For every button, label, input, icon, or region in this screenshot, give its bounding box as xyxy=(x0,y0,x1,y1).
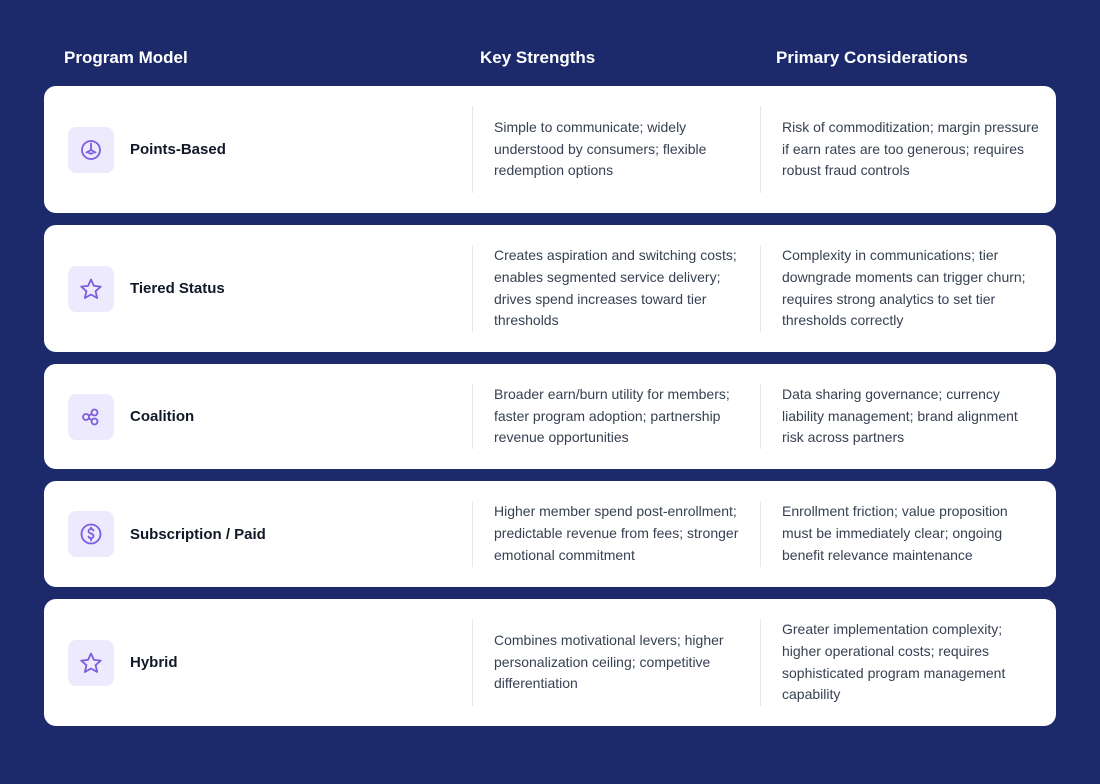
model-cell xyxy=(68,364,194,469)
considerations-text: Risk of commoditization; margin pressure if earn rates are too generous; requires robust fraud controls xyxy=(782,118,1039,179)
star-icon xyxy=(68,266,114,312)
considerations-text: Complexity in communications; tier downgrade moments can trigger churn; requires strong analytics to set tier thresholds correctly xyxy=(782,247,1026,329)
strengths-cell xyxy=(472,501,742,567)
considerations-text: Greater implementation complexity; higher operational costs; requires sophisticated program management capability xyxy=(782,621,1006,703)
table-row-tiered-status xyxy=(44,225,1056,352)
model-cell xyxy=(68,481,266,587)
strengths-cell xyxy=(472,619,742,706)
considerations-cell xyxy=(760,106,1040,193)
considerations-text: Enrollment friction; value proposition must be immediately clear; ongoing benefit relevance maintenance xyxy=(782,503,1008,563)
model-cell xyxy=(68,86,226,213)
table-row-hybrid xyxy=(44,599,1056,726)
model-name: Points-Based xyxy=(130,141,226,158)
strengths-text: Broader earn/burn utility for members; faster program adoption; partnership revenue opportunities xyxy=(494,385,730,446)
strengths-text: Creates aspiration and switching costs; enables segmented service delivery; drives spend increases toward tier thresholds xyxy=(494,247,737,329)
table-row-subscription-paid xyxy=(44,481,1056,587)
considerations-cell xyxy=(760,501,1040,567)
header-key-strengths: Key Strengths xyxy=(480,48,596,67)
header-program-model: Program Model xyxy=(64,48,188,67)
model-name: Subscription / Paid xyxy=(130,525,266,543)
strengths-text: Higher member spend post-enrollment; predictable revenue from fees; stronger emotional commitment xyxy=(494,503,739,563)
model-name: Tiered Status xyxy=(130,280,225,297)
table-header xyxy=(0,48,1100,70)
network-icon xyxy=(68,394,114,440)
model-cell xyxy=(68,599,178,726)
strengths-cell xyxy=(472,245,742,332)
considerations-cell xyxy=(760,384,1040,449)
table-row-points-based xyxy=(44,86,1056,213)
strengths-cell xyxy=(472,384,742,449)
table-row-coalition xyxy=(44,364,1056,469)
strengths-text: Simple to communicate; widely understood by consumers; flexible redemption options xyxy=(494,118,707,179)
model-name: Hybrid xyxy=(130,654,178,671)
dollar-circle-icon xyxy=(68,511,114,557)
strengths-cell xyxy=(472,106,742,193)
model-cell xyxy=(68,225,225,352)
header-primary-considerations: Primary Considerations xyxy=(776,48,968,67)
gauge-icon xyxy=(68,127,114,173)
considerations-cell xyxy=(760,245,1040,332)
star-icon xyxy=(68,640,114,686)
considerations-text: Data sharing governance; currency liability management; brand alignment risk across partners xyxy=(782,385,1018,446)
considerations-cell xyxy=(760,619,1040,706)
strengths-text: Combines motivational levers; higher personalization ceiling; competitive differentiation xyxy=(494,631,724,692)
model-name: Coalition xyxy=(130,408,195,425)
